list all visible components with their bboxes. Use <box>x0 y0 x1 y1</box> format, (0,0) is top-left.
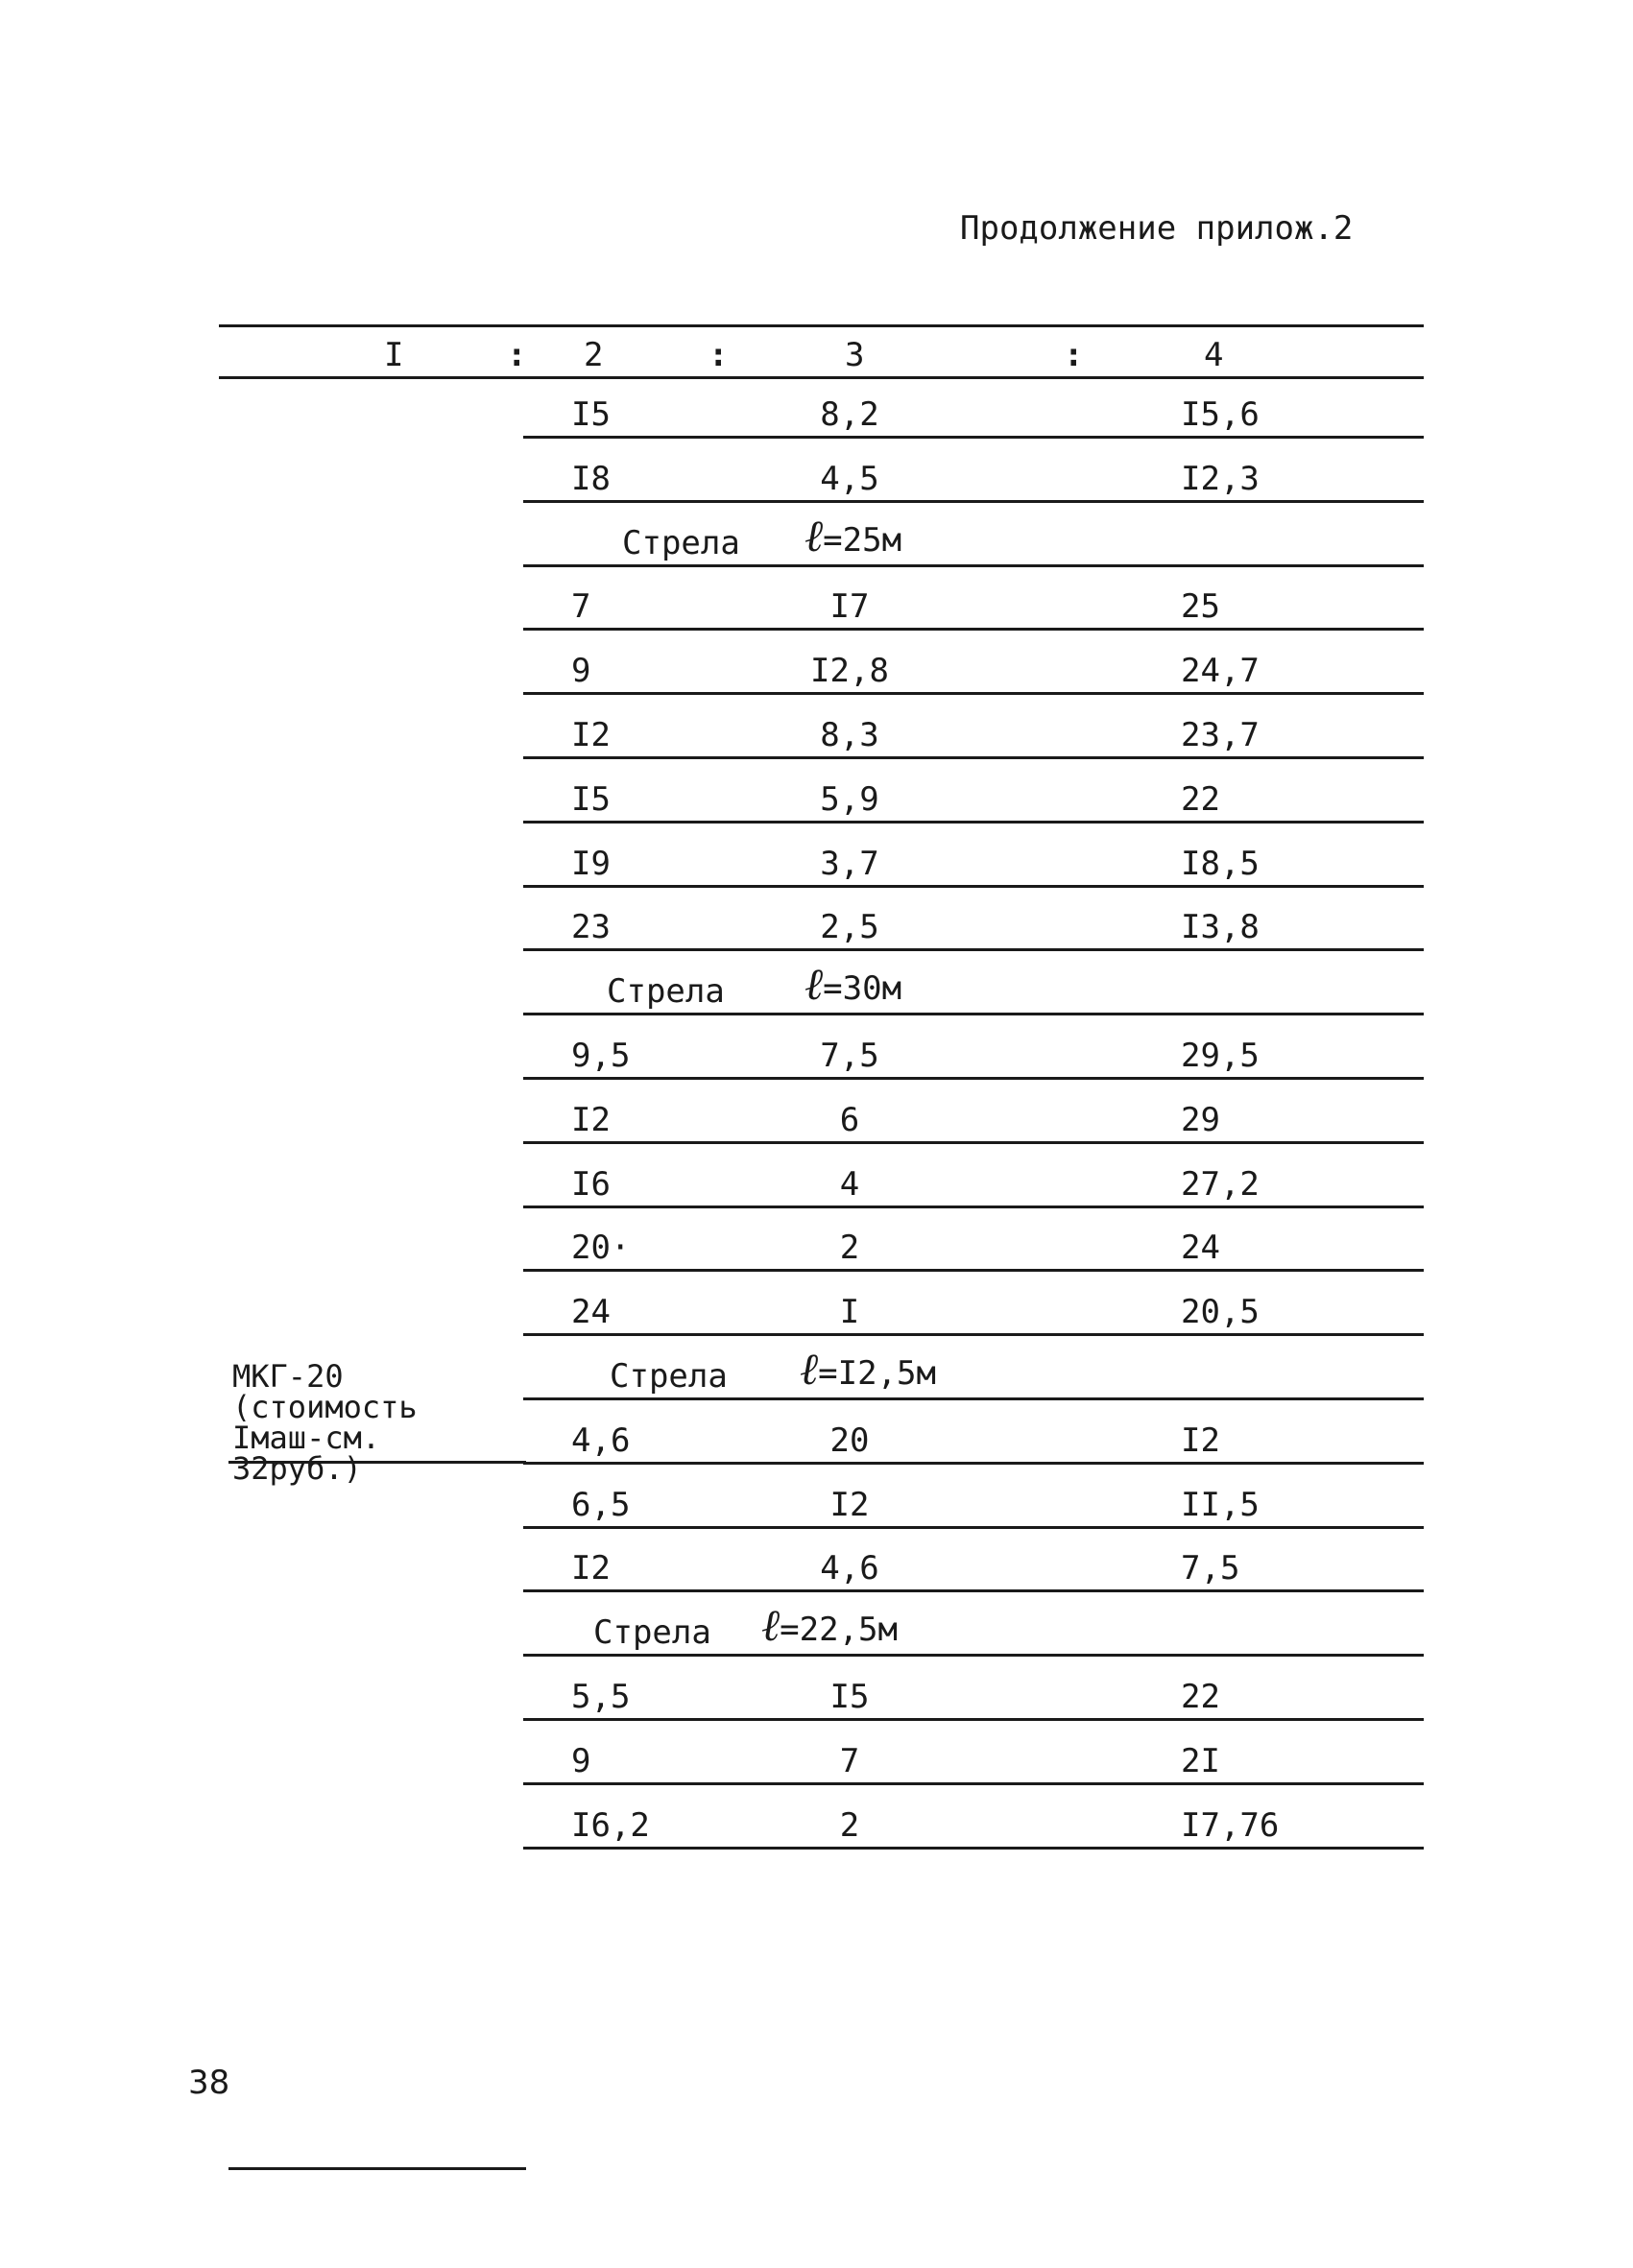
cell-col4: 29 <box>1181 1100 1220 1139</box>
cell-col3: 6 <box>839 1100 860 1139</box>
boom-length-value: =30м <box>823 969 902 1009</box>
boom-length-value: =22,5м <box>780 1611 898 1650</box>
cell-col2: I5 <box>571 395 611 434</box>
row-underline <box>523 821 1424 824</box>
row-underline <box>523 948 1424 951</box>
cell-col3: I7 <box>829 587 870 627</box>
row-underline <box>523 1077 1424 1080</box>
row-underline <box>523 756 1424 759</box>
row-underline <box>523 1333 1424 1336</box>
boom-length <box>804 509 902 561</box>
row-underline <box>523 628 1424 631</box>
cell-col4: 25 <box>1181 587 1220 627</box>
machine-cost-line-1: (стоимость <box>232 1389 418 1425</box>
boom-length <box>800 1343 936 1395</box>
boom-label: Стрела <box>622 523 740 562</box>
column-header-3: 3 <box>845 336 865 374</box>
cell-col4: 22 <box>1181 1678 1220 1716</box>
cell-col3: 2 <box>839 1805 860 1845</box>
column-header-2: 2 <box>584 336 604 374</box>
cell-col3: 5,9 <box>820 779 879 819</box>
table-top-rule <box>219 324 1424 327</box>
machine-note <box>232 1358 453 1487</box>
row-underline <box>523 1013 1424 1015</box>
row-underline <box>523 1462 1424 1465</box>
row-underline <box>523 1141 1424 1144</box>
cell-col2: I5 <box>571 779 611 819</box>
cell-col3: I5 <box>829 1678 870 1716</box>
cell-col3: 7 <box>839 1741 860 1780</box>
machine-cost-line-2: Iмаш-см. <box>232 1420 381 1456</box>
cell-col2: 6,5 <box>571 1485 631 1524</box>
cell-col2: I9 <box>571 844 611 883</box>
ell-symbol: ℓ <box>804 958 824 1011</box>
ell-symbol: ℓ <box>804 509 824 561</box>
machine-cost-line-3: 32руб.) <box>232 1450 362 1487</box>
cell-col4: 24,7 <box>1181 652 1260 691</box>
cell-col3: 4,6 <box>820 1549 879 1588</box>
boom-length-value: =I2,5м <box>818 1354 936 1393</box>
column-header-4: 4 <box>1204 336 1224 374</box>
cell-col4: I5,6 <box>1181 395 1260 434</box>
cell-col3: 7,5 <box>820 1037 879 1075</box>
row-underline <box>523 885 1424 888</box>
cell-col4: 2I <box>1181 1741 1220 1780</box>
cell-col2: 7 <box>571 587 591 627</box>
cell-col4: 29,5 <box>1181 1037 1260 1075</box>
row-underline <box>523 1269 1424 1272</box>
cell-col2: I6,2 <box>571 1805 650 1845</box>
cell-col4: 23,7 <box>1181 716 1260 754</box>
machine-name: МКГ-20 <box>232 1358 344 1395</box>
boom-label: Стрела <box>593 1613 711 1653</box>
boom-length <box>804 958 902 1011</box>
cell-col3: 8,2 <box>820 395 879 434</box>
cell-col3: I2 <box>829 1485 870 1524</box>
row-underline <box>523 1397 1424 1400</box>
cell-col2: 4,6 <box>571 1420 631 1460</box>
cell-col4: 20,5 <box>1181 1293 1260 1332</box>
cell-col4: 7,5 <box>1181 1549 1240 1588</box>
cell-col2: I2 <box>571 716 611 754</box>
column-separator: : <box>1064 336 1084 374</box>
cell-col3: 2,5 <box>820 908 879 947</box>
row-underline <box>523 1206 1424 1208</box>
table-header-rule <box>219 376 1424 379</box>
cell-col2: 23 <box>571 908 611 947</box>
row-underline <box>523 564 1424 567</box>
cell-col4: II,5 <box>1181 1485 1260 1524</box>
cell-col3: 3,7 <box>820 844 879 883</box>
cell-col4: I2 <box>1181 1420 1220 1460</box>
column-separator: : <box>708 336 729 374</box>
cell-col4: I7,76 <box>1181 1805 1280 1845</box>
cell-col4: I2,3 <box>1181 459 1260 498</box>
cell-col3: 20 <box>829 1420 870 1460</box>
boom-length-value: =25м <box>823 520 902 560</box>
cell-col3: 2 <box>839 1229 860 1268</box>
cell-col3: 8,3 <box>820 716 879 754</box>
column-separator: : <box>507 336 527 374</box>
cell-col3: I2,8 <box>810 652 889 691</box>
cell-col2: 20· <box>571 1229 631 1268</box>
cell-col2: I2 <box>571 1100 611 1139</box>
cell-col2: 9 <box>571 1741 591 1780</box>
cell-col4: 27,2 <box>1181 1164 1260 1204</box>
cell-col2: 5,5 <box>571 1678 631 1716</box>
cell-col2: I6 <box>571 1164 611 1204</box>
cell-col3: 4,5 <box>820 459 879 498</box>
table-bottom-rule <box>228 2167 526 2170</box>
row-underline <box>523 1847 1424 1850</box>
row-underline <box>523 692 1424 695</box>
row-underline <box>523 1654 1424 1657</box>
cell-col2: 9 <box>571 652 591 691</box>
row-underline <box>523 1589 1424 1592</box>
page-number: 38 <box>188 2064 230 2102</box>
boom-label: Стрела <box>607 972 725 1012</box>
row-underline <box>523 1718 1424 1721</box>
row-underline <box>523 1782 1424 1785</box>
boom-label: Стрела <box>610 1357 728 1396</box>
row-underline <box>523 436 1424 439</box>
cell-col4: I3,8 <box>1181 908 1260 947</box>
cell-col3: I <box>839 1293 860 1332</box>
cell-col4: 22 <box>1181 779 1220 819</box>
continuation-header: Продолжение прилож.2 <box>960 209 1354 248</box>
row-underline <box>523 500 1424 503</box>
row-underline <box>523 1526 1424 1529</box>
cell-col3: 4 <box>839 1164 860 1204</box>
cell-col2: I2 <box>571 1549 611 1588</box>
cell-col2: 24 <box>571 1293 611 1332</box>
cell-col4: I8,5 <box>1181 844 1260 883</box>
ell-symbol: ℓ <box>800 1343 819 1395</box>
cell-col2: I8 <box>571 459 611 498</box>
boom-length <box>761 1599 898 1652</box>
cell-col2: 9,5 <box>571 1037 631 1075</box>
cell-col4: 24 <box>1181 1229 1220 1268</box>
column-header-1: I <box>384 336 404 374</box>
ell-symbol: ℓ <box>761 1599 780 1652</box>
